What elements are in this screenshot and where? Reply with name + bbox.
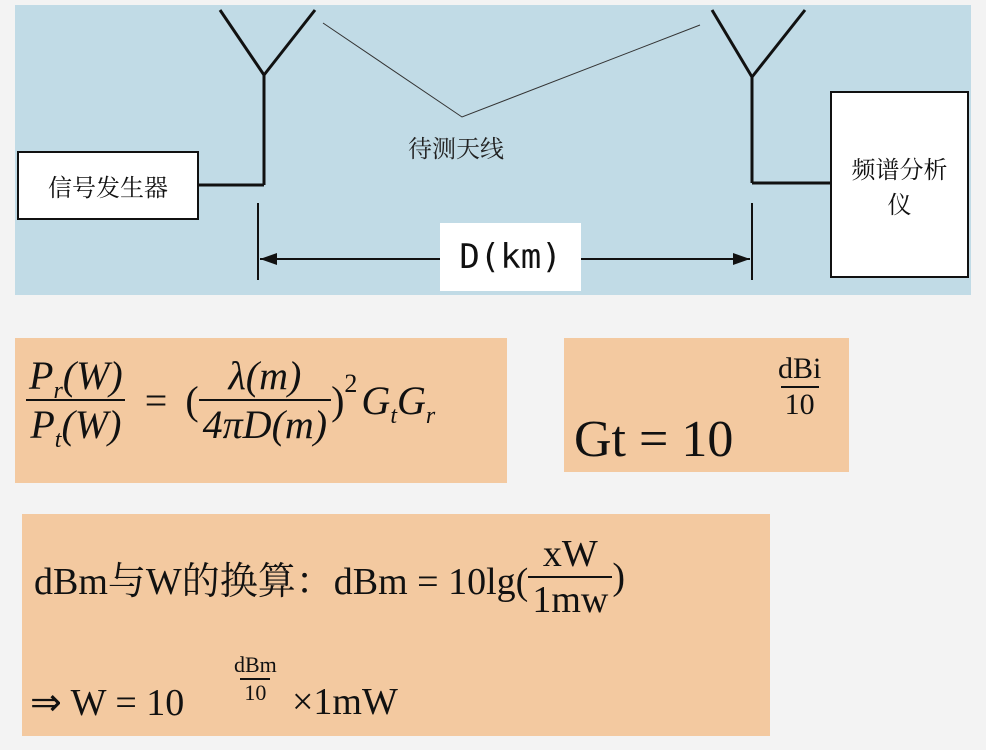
dbm-exponent-fraction — [230, 652, 281, 706]
dimension-arrow-left — [260, 253, 277, 265]
gr-subscript: r — [425, 402, 436, 429]
gt-symbol: G — [361, 377, 391, 423]
gt-subscript: t — [390, 402, 397, 429]
equals-sign: = — [144, 377, 168, 423]
gain-exponent-fraction — [774, 352, 825, 422]
dbm-conversion-line1-suffix: ) — [612, 556, 625, 598]
dbm-conversion-line2-suffix: ×1mW — [292, 681, 398, 723]
friis-formula-box: $\frac{P_r(W)}{P_t(W)}$ = ( $\frac{\lambda(m)}{4\pi D(m)}$ ) $^2$ $G_tG_r$ — [15, 338, 507, 483]
gr-symbol: G — [396, 377, 426, 423]
dbm-exponent-numerator: dBm — [234, 652, 277, 677]
spectrum-analyzer-box — [830, 91, 969, 278]
dbm-conversion-line2-prefix: ⇒ W = 10 — [30, 682, 185, 724]
wavelength-numerator: λ(m) — [228, 353, 302, 398]
diagram-panel — [15, 5, 971, 295]
gain-formula-box — [564, 338, 849, 472]
dbm-conversion-line1-prefix: dBm与W的换算：dBm = 10lg( — [34, 560, 529, 603]
pr-subscript: r — [53, 378, 63, 404]
dbm-exponent-denominator: 10 — [240, 678, 270, 706]
pt-subscript: t — [54, 427, 62, 453]
power-ratio-fraction — [25, 352, 127, 453]
dbm-conversion-fraction — [528, 532, 612, 622]
gain-exponent-numerator: dBi — [778, 352, 822, 385]
antenna-under-test-label: 待测天线 — [408, 135, 504, 163]
left-paren: ( — [185, 377, 199, 423]
wavelength-fraction — [199, 352, 331, 448]
wavelength-denominator: 4πD(m) — [199, 399, 331, 448]
pr-unit: (W) — [62, 353, 123, 398]
antenna-pointer-lines — [323, 23, 700, 117]
dimension-arrow-right — [733, 253, 750, 265]
left-antenna-arm-right — [264, 10, 315, 75]
gain-exponent-denominator: 10 — [781, 386, 819, 422]
pt-symbol: P — [30, 402, 55, 447]
dbm-fraction-numerator: xW — [542, 533, 598, 575]
signal-generator-label: 信号发生器 — [48, 174, 168, 202]
spectrum-analyzer-label-line1: 频谱分析 — [851, 155, 948, 184]
dbm-fraction-denominator: 1mw — [528, 576, 612, 622]
distance-label: D(km) — [440, 223, 581, 291]
spectrum-analyzer-label-line2: 仪 — [887, 190, 912, 219]
pt-unit: (W) — [61, 402, 122, 447]
dbm-conversion-box — [22, 514, 770, 736]
right-paren: ) — [331, 377, 345, 423]
pr-symbol: P — [29, 353, 54, 398]
gain-formula-lhs: Gt = 10 — [574, 411, 734, 468]
left-antenna-arm-left — [220, 10, 264, 75]
right-antenna-arm-right — [752, 10, 805, 77]
right-antenna-arm-left — [712, 10, 752, 77]
signal-generator-box — [17, 151, 199, 220]
